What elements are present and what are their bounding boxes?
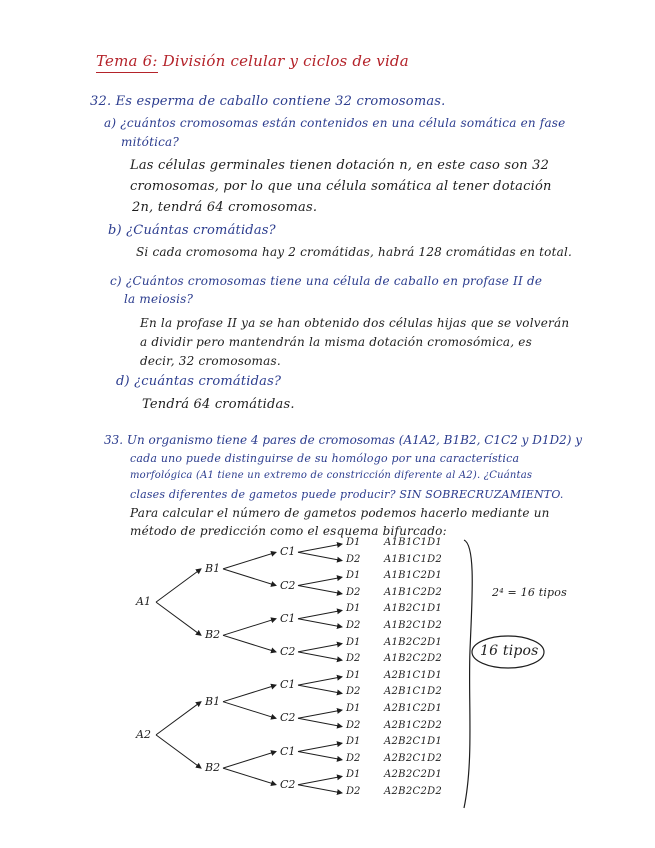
d-node: D2 (346, 620, 361, 631)
branch-c-d (298, 677, 342, 685)
q32a-question-l1: a) ¿cuántos cromosomas están contenidos en una célula somática en fase (104, 116, 566, 130)
gamete-label: A1B2C1D1 (384, 603, 443, 615)
d-node: D1 (346, 603, 361, 615)
b-node: B2 (205, 628, 221, 642)
branch-c-d (298, 785, 342, 793)
c-node: C1 (280, 678, 296, 692)
d-node: D2 (346, 719, 361, 731)
branch-b-c (223, 569, 276, 586)
a-root: A2 (136, 727, 151, 741)
branch-a-b (156, 569, 201, 602)
d-node: D1 (346, 669, 361, 681)
c-node: C2 (280, 711, 296, 725)
q32c-answer-l1: En la profase II ya se han obtenido dos células hijas que se volverán (140, 316, 570, 330)
branch-c-d (298, 619, 342, 627)
q32b-answer: Si cada cromosoma hay 2 cromátidas, habrá 128 cromátidas en total. (136, 245, 573, 259)
branch-c-d (298, 652, 342, 660)
c-node: C1 (280, 744, 296, 758)
q33-stem-l3: morfológica (A1 tiene un extremo de constricción diferente al A2). ¿Cuántas (130, 470, 533, 481)
gamete-label: A2B2C2D2 (384, 786, 443, 797)
gametes-brace (464, 540, 472, 808)
branch-c-d (298, 752, 342, 760)
c-node: C1 (280, 545, 296, 559)
branch-c-d (298, 586, 342, 594)
c-node: C1 (280, 611, 296, 625)
q33-stem-l2: cada uno puede distinguirse de su homólogo por una característica (130, 452, 520, 465)
page-title: Tema 6: División celular y ciclos de vida (96, 52, 409, 70)
d-node: D1 (346, 636, 361, 648)
q32b-question: b) ¿Cuántas cromátidas? (108, 223, 276, 238)
gamete-label: A2B2C1D2 (384, 752, 443, 764)
b-node: B1 (205, 694, 221, 708)
d-node: D1 (346, 537, 361, 548)
q32a-question-l2: mitótica? (121, 135, 180, 149)
q33-stem-l4: clases diferentes de gametos puede producir? SIN SOBRECRUZAMIENTO. (130, 488, 564, 501)
branch-b-c (223, 702, 276, 719)
q32c-answer-l3: decir, 32 cromosomas. (140, 354, 281, 368)
d-node: D2 (346, 752, 361, 764)
q32c-question-l2: la meiosis? (124, 292, 194, 306)
branch-c-d (298, 718, 342, 726)
b-node: B1 (205, 561, 221, 575)
d-node: D1 (346, 736, 361, 748)
q32d-question: d) ¿cuántas cromátidas? (116, 374, 282, 389)
gamete-label: A1B1C1D2 (384, 553, 443, 565)
branch-c-d (298, 776, 342, 784)
gamete-label: A1B2C2D1 (384, 636, 443, 648)
gamete-label: A2B2C1D1 (384, 736, 443, 748)
branch-b-c (223, 752, 276, 769)
gamete-label: A1B1C1D1 (384, 537, 443, 548)
gamete-label: A2B1C2D1 (384, 703, 443, 714)
c-node: C2 (280, 578, 296, 592)
q33-answer-l2: método de predicción como el esquema bifurcado: (130, 524, 447, 538)
c-node: C2 (280, 777, 296, 791)
b-node: B2 (205, 761, 221, 775)
branch-c-d (298, 743, 342, 751)
d-node: D2 (346, 686, 361, 698)
branch-c-d (298, 544, 342, 552)
d-node: D2 (346, 553, 361, 565)
q32a-answer-l1: Las células germinales tienen dotación n, en este caso son 32 (130, 158, 550, 173)
branch-c-d (298, 685, 342, 693)
formula-text: 2⁴ = 16 tipos (492, 586, 567, 599)
q32d-answer: Tendrá 64 cromátidas. (142, 397, 295, 412)
c-node: C2 (280, 644, 296, 658)
branch-a-b (156, 702, 201, 735)
gamete-label: A2B2C2D1 (384, 769, 443, 781)
branch-b-c (223, 685, 276, 702)
q33-answer-l1: Para calcular el número de gametos podemos hacerlo mediante un (130, 506, 550, 520)
result-text: 16 tipos (480, 643, 539, 659)
d-node: D1 (346, 769, 361, 781)
q33-stem-l1: 33. Un organismo tiene 4 pares de cromosomas (A1A2, B1B2, C1C2 y D1D2) y (104, 433, 583, 447)
gamete-label: A2B1C1D2 (384, 686, 443, 698)
gamete-label: A2B1C1D1 (384, 669, 443, 681)
d-node: D2 (346, 786, 361, 797)
branch-b-c (223, 552, 276, 569)
d-node: D2 (346, 586, 361, 598)
branch-c-d (298, 577, 342, 585)
a-root: A1 (136, 595, 151, 609)
q32c-question-l1: c) ¿Cuántos cromosomas tiene una célula de caballo en profase II de (110, 274, 543, 288)
q32a-answer-l3: 2n, tendrá 64 cromosomas. (132, 200, 318, 215)
branch-a-b (156, 735, 201, 768)
d-node: D2 (346, 653, 361, 665)
d-node: D1 (346, 570, 361, 582)
branch-b-c (223, 619, 276, 636)
q32a-answer-l2: cromosomas, por lo que una célula somática al tener dotación (130, 179, 552, 194)
branch-c-d (298, 552, 342, 560)
branch-c-d (298, 644, 342, 652)
gamete-label: A1B1C2D1 (384, 570, 443, 582)
gamete-label: A1B2C1D2 (384, 620, 443, 631)
q32-stem: 32. Es esperma de caballo contiene 32 cromosomas. (90, 94, 446, 109)
branch-a-b (156, 602, 201, 635)
gamete-label: A1B2C2D2 (384, 653, 443, 665)
branch-b-c (223, 635, 276, 652)
q32c-answer-l2: a dividir pero mantendrán la misma dotación cromosómica, es (140, 335, 532, 349)
branch-c-d (298, 610, 342, 618)
d-node: D1 (346, 703, 361, 714)
gamete-label: A1B1C2D2 (384, 586, 443, 598)
branch-b-c (223, 768, 276, 785)
gamete-label: A2B1C2D2 (384, 719, 443, 731)
branch-c-d (298, 710, 342, 718)
